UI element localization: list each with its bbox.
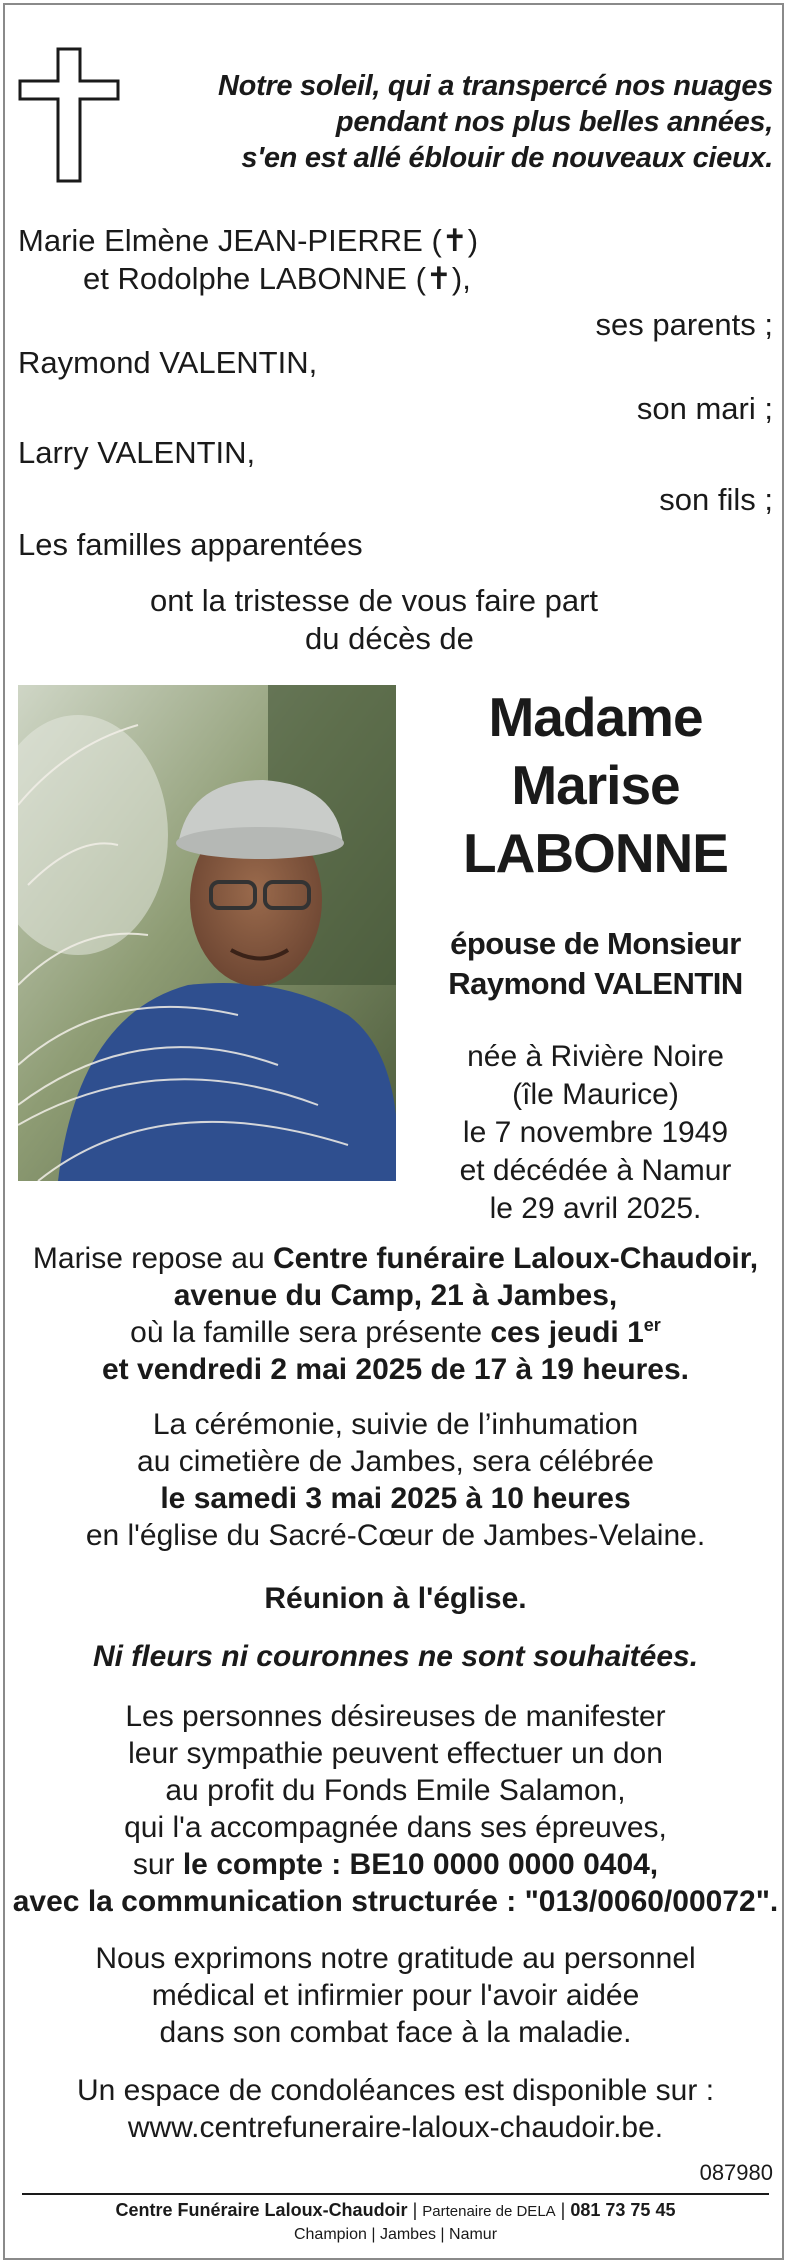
condolences-link[interactable]: www.centrefuneraire-laloux-chaudoir.be. — [127, 2111, 664, 2144]
rest-text: où la famille sera présente — [130, 1316, 491, 1349]
deceased-name-block — [400, 683, 791, 887]
husband-name: Raymond VALENTIN, — [18, 345, 318, 380]
structured-communication: avec la communication structurée : "013/0060/00072". — [12, 1885, 779, 1918]
portrait-photo — [18, 685, 396, 1181]
birth-line: née à Rivière Noire — [467, 1040, 724, 1073]
donation-line: qui l'a accompagnée dans ses épreuves, — [124, 1811, 667, 1844]
visit-date: ces jeudi 1 — [490, 1316, 644, 1349]
footer-company: Centre Funéraire Laloux-Chaudoir — [115, 2200, 408, 2220]
parents-line: Marie Elmène JEAN-PIERRE (✝) — [18, 223, 479, 258]
reference-number: 087980 — [699, 2160, 773, 2185]
spouse-line: épouse de Monsieur — [450, 926, 741, 961]
footer-divider — [22, 2193, 769, 2195]
announce-line: du décès de — [305, 621, 474, 656]
deceased-first-name: Marise — [511, 754, 680, 816]
donation-line: leur sympathie peuvent effectuer un don — [128, 1737, 663, 1770]
parents-line: et Rodolphe LABONNE (✝), — [83, 261, 471, 296]
ceremony-line: en l'église du Sacré-Cœur de Jambes-Velaine. — [85, 1519, 706, 1552]
death-line: et décédée à Namur — [459, 1154, 732, 1187]
rest-text: Marise repose au — [32, 1242, 274, 1275]
deceased-title: Madame — [488, 686, 703, 748]
ceremony-line: au cimetière de Jambes, sera célébrée — [137, 1445, 654, 1478]
donation-line: au profit du Fonds Emile Salamon, — [165, 1774, 626, 1807]
quote-line: s'en est allé éblouir de nouveaux cieux. — [241, 142, 773, 174]
footer-partner: Partenaire de DELA — [422, 2203, 556, 2220]
quote-line: Notre soleil, qui a transpercé nos nuages — [218, 70, 773, 102]
reunion-note: Réunion à l'église. — [264, 1582, 527, 1615]
dates-block — [400, 1038, 791, 1228]
quote-line: pendant nos plus belles années, — [335, 106, 773, 138]
cross-icon — [18, 47, 120, 183]
son-name: Larry VALENTIN, — [18, 435, 256, 470]
ceremony-paragraph — [0, 1406, 791, 1554]
funeral-home-address: avenue du Camp, 21 à Jambes, — [173, 1279, 618, 1312]
role-label: son mari ; — [636, 391, 773, 426]
donation-paragraph — [0, 1698, 791, 1920]
relatives: Les familles apparentées — [18, 527, 363, 562]
visit-date: et vendredi 2 mai 2025 de 17 à 19 heures. — [102, 1353, 689, 1386]
footer-separator: | — [555, 2200, 571, 2220]
ceremony-line: La cérémonie, suivie de l’inhumation — [152, 1408, 639, 1441]
birth-line: (île Maurice) — [512, 1078, 679, 1111]
deceased-last-name: LABONNE — [463, 822, 728, 884]
ordinal-suffix: er — [643, 1315, 661, 1335]
condolences-paragraph — [0, 2072, 791, 2146]
funeral-home-name: Centre funéraire Laloux-Chaudoir, — [273, 1242, 759, 1275]
epitaph-quote — [153, 68, 773, 176]
donation-line: sur — [132, 1848, 183, 1881]
footer-phone: 081 73 75 45 — [570, 2200, 676, 2220]
announce-line: ont la tristesse de vous faire part — [150, 583, 599, 618]
funeral-home-paragraph — [0, 1240, 791, 1388]
bank-account: le compte : BE10 0000 0000 0404, — [182, 1848, 659, 1881]
donation-line: Les personnes désireuses de manifester — [125, 1700, 666, 1733]
role-label: ses parents ; — [595, 307, 773, 342]
thanks-line: médical et infirmier pour l'avoir aidée — [151, 1979, 640, 2012]
condolences-line: Un espace de condoléances est disponible sur : — [76, 2074, 715, 2107]
footer — [0, 2200, 791, 2221]
thanks-paragraph — [0, 1940, 791, 2051]
spouse-block — [400, 924, 791, 1004]
ceremony-date: le samedi 3 mai 2025 à 10 heures — [160, 1482, 631, 1515]
footer-separator: | — [407, 2200, 423, 2220]
footer-locations: Champion | Jambes | Namur — [293, 2226, 498, 2243]
role-label: son fils ; — [659, 482, 773, 517]
birth-line: le 7 novembre 1949 — [462, 1116, 729, 1149]
flowers-note: Ni fleurs ni couronnes ne sont souhaitées. — [92, 1640, 699, 1673]
death-line: le 29 avril 2025. — [489, 1192, 702, 1225]
spouse-line: Raymond VALENTIN — [448, 966, 743, 1001]
thanks-line: dans son combat face à la maladie. — [159, 2016, 632, 2049]
thanks-line: Nous exprimons notre gratitude au personnel — [95, 1942, 696, 1975]
